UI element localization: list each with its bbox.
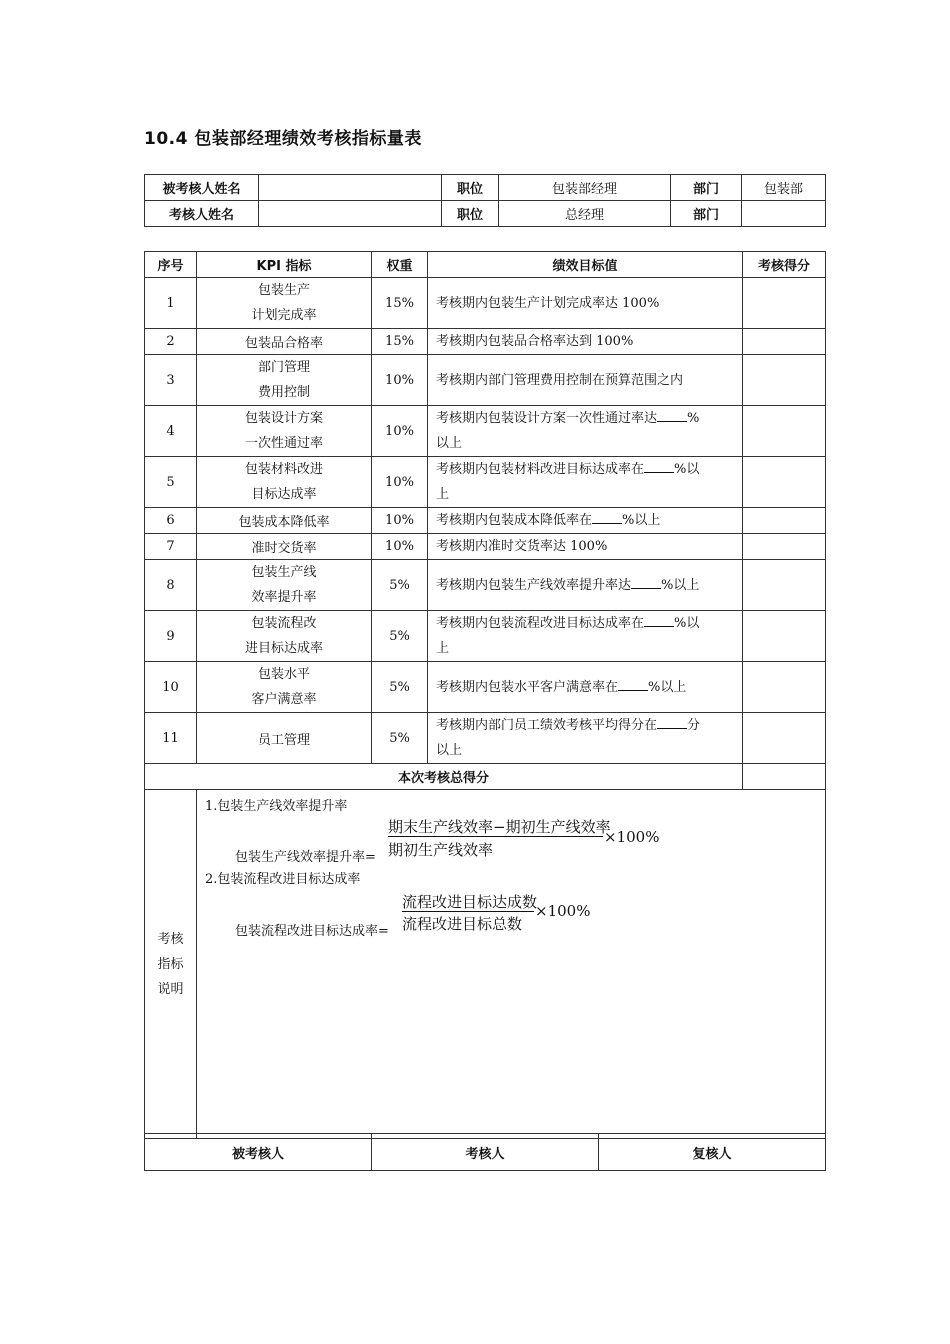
assessor-name-label: 考核人姓名 xyxy=(145,201,259,227)
blank-line xyxy=(644,460,674,473)
row-kpi: 准时交货率 xyxy=(197,534,372,560)
row-no: 6 xyxy=(145,508,197,534)
formula2-numerator: 流程改进目标达成数 xyxy=(402,893,538,911)
row-no: 2 xyxy=(145,329,197,355)
row-score-field[interactable] xyxy=(743,457,826,508)
row-score-field[interactable] xyxy=(743,329,826,355)
row-no: 1 xyxy=(145,278,197,329)
assessee-name-label: 被考核人姓名 xyxy=(145,175,259,201)
table-row xyxy=(145,278,826,329)
formula1-lhs: 包装生产线效率提升率= xyxy=(235,850,376,865)
assessor-name-field[interactable] xyxy=(259,201,442,227)
dept-label: 部门 xyxy=(671,201,742,227)
position-label: 职位 xyxy=(442,201,499,227)
position-label: 职位 xyxy=(442,175,499,201)
row-kpi: 包装流程改 进目标达成率 xyxy=(197,611,372,662)
row-target: 考核期内包装材料改进目标达成率在 %以 上 xyxy=(428,457,743,508)
explanation-label: 考核 指标 说明 xyxy=(145,790,197,1139)
formula1-multiplier: ×100% xyxy=(604,828,660,846)
table-row xyxy=(145,534,826,560)
table-row xyxy=(145,355,826,406)
table-row xyxy=(145,329,826,355)
signature-table xyxy=(144,1133,826,1171)
row-kpi: 部门管理 费用控制 xyxy=(197,355,372,406)
row-no: 9 xyxy=(145,611,197,662)
formula1-numerator: 期末生产线效率−期初生产线效率 xyxy=(388,818,611,836)
row-no: 11 xyxy=(145,713,197,764)
row-target: 考核期内包装生产线效率提升率达 %以上 xyxy=(428,560,743,611)
col-header-weight: 权重 xyxy=(372,252,428,278)
formula2-lhs: 包装流程改进目标达成率= xyxy=(235,924,389,939)
row-target: 考核期内部门管理费用控制在预算范围之内 xyxy=(428,355,743,406)
row-kpi: 包装品合格率 xyxy=(197,329,372,355)
row-target: 考核期内包装生产计划完成率达 100% xyxy=(428,278,743,329)
row-score-field[interactable] xyxy=(743,278,826,329)
assessee-dept: 包装部 xyxy=(742,175,826,201)
table-row xyxy=(145,662,826,713)
row-weight: 10% xyxy=(372,406,428,457)
reviewer-signature[interactable]: 复核人 xyxy=(599,1134,826,1171)
row-target: 考核期内包装水平客户满意率在 %以上 xyxy=(428,662,743,713)
row-score-field[interactable] xyxy=(743,611,826,662)
info-table xyxy=(144,174,826,227)
col-header-target: 绩效目标值 xyxy=(428,252,743,278)
row-weight: 15% xyxy=(372,329,428,355)
blank-line xyxy=(618,678,648,691)
row-kpi: 包装水平 客户满意率 xyxy=(197,662,372,713)
formula1-title: 1.包装生产线效率提升率 xyxy=(205,799,348,814)
formula1-fraction-bar xyxy=(388,836,603,837)
row-target: 考核期内部门员工绩效考核平均得分在 分 以上 xyxy=(428,713,743,764)
row-score-field[interactable] xyxy=(743,534,826,560)
col-header-kpi: KPI 指标 xyxy=(197,252,372,278)
row-weight: 5% xyxy=(372,713,428,764)
row-weight: 5% xyxy=(372,560,428,611)
col-header-no: 序号 xyxy=(145,252,197,278)
blank-line xyxy=(657,716,687,729)
table-row xyxy=(145,713,826,764)
row-score-field[interactable] xyxy=(743,508,826,534)
row-weight: 10% xyxy=(372,457,428,508)
assessor-position: 总经理 xyxy=(499,201,671,227)
assessee-position: 包装部经理 xyxy=(499,175,671,201)
total-score-field[interactable] xyxy=(743,764,826,790)
row-target: 考核期内包装设计方案一次性通过率达 % 以上 xyxy=(428,406,743,457)
row-weight: 10% xyxy=(372,534,428,560)
row-no: 10 xyxy=(145,662,197,713)
info-row-assessor xyxy=(145,201,826,227)
row-target: 考核期内包装品合格率达到 100% xyxy=(428,329,743,355)
row-score-field[interactable] xyxy=(743,560,826,611)
total-score-row xyxy=(145,764,826,790)
row-no: 7 xyxy=(145,534,197,560)
row-no: 5 xyxy=(145,457,197,508)
dept-label: 部门 xyxy=(671,175,742,201)
row-score-field[interactable] xyxy=(743,355,826,406)
row-score-field[interactable] xyxy=(743,406,826,457)
kpi-header-row xyxy=(145,252,826,278)
assessee-signature[interactable]: 被考核人 xyxy=(145,1134,372,1171)
row-weight: 15% xyxy=(372,278,428,329)
table-row xyxy=(145,611,826,662)
row-no: 4 xyxy=(145,406,197,457)
row-kpi: 包装成本降低率 xyxy=(197,508,372,534)
assessee-name-field[interactable] xyxy=(259,175,442,201)
row-target: 考核期内包装流程改进目标达成率在 %以 上 xyxy=(428,611,743,662)
row-weight: 10% xyxy=(372,355,428,406)
row-score-field[interactable] xyxy=(743,662,826,713)
row-kpi: 包装材料改进 目标达成率 xyxy=(197,457,372,508)
table-row xyxy=(145,560,826,611)
blank-line xyxy=(631,576,661,589)
formula2-denominator: 流程改进目标总数 xyxy=(402,915,523,933)
info-row-assessee xyxy=(145,175,826,201)
assessor-dept-field[interactable] xyxy=(742,201,826,227)
row-target: 考核期内准时交货率达 100% xyxy=(428,534,743,560)
row-kpi: 包装设计方案 一次性通过率 xyxy=(197,406,372,457)
formula2-multiplier: ×100% xyxy=(535,902,591,920)
row-kpi: 包装生产线 效率提升率 xyxy=(197,560,372,611)
row-weight: 5% xyxy=(372,611,428,662)
row-kpi: 员工管理 xyxy=(197,713,372,764)
table-row xyxy=(145,508,826,534)
row-weight: 5% xyxy=(372,662,428,713)
row-weight: 10% xyxy=(372,508,428,534)
table-row xyxy=(145,406,826,457)
page-title: 10.4 包装部经理绩效考核指标量表 xyxy=(144,129,422,149)
total-score-label: 本次考核总得分 xyxy=(145,764,743,790)
formula2-title: 2.包装流程改进目标达成率 xyxy=(205,872,361,887)
row-target: 考核期内包装成本降低率在 %以上 xyxy=(428,508,743,534)
row-no: 8 xyxy=(145,560,197,611)
row-score-field[interactable] xyxy=(743,713,826,764)
table-row xyxy=(145,457,826,508)
assessor-signature[interactable]: 考核人 xyxy=(372,1134,599,1171)
row-no: 3 xyxy=(145,355,197,406)
blank-line xyxy=(644,614,674,627)
blank-line xyxy=(592,511,622,524)
row-kpi: 包装生产 计划完成率 xyxy=(197,278,372,329)
kpi-table xyxy=(144,251,826,1139)
formula2-fraction-bar xyxy=(402,911,534,912)
explanation-content xyxy=(197,790,826,1139)
col-header-score: 考核得分 xyxy=(743,252,826,278)
blank-line xyxy=(657,409,687,422)
explanation-row xyxy=(145,790,826,1139)
formula1-denominator: 期初生产线效率 xyxy=(388,841,494,859)
signature-row xyxy=(145,1134,826,1171)
